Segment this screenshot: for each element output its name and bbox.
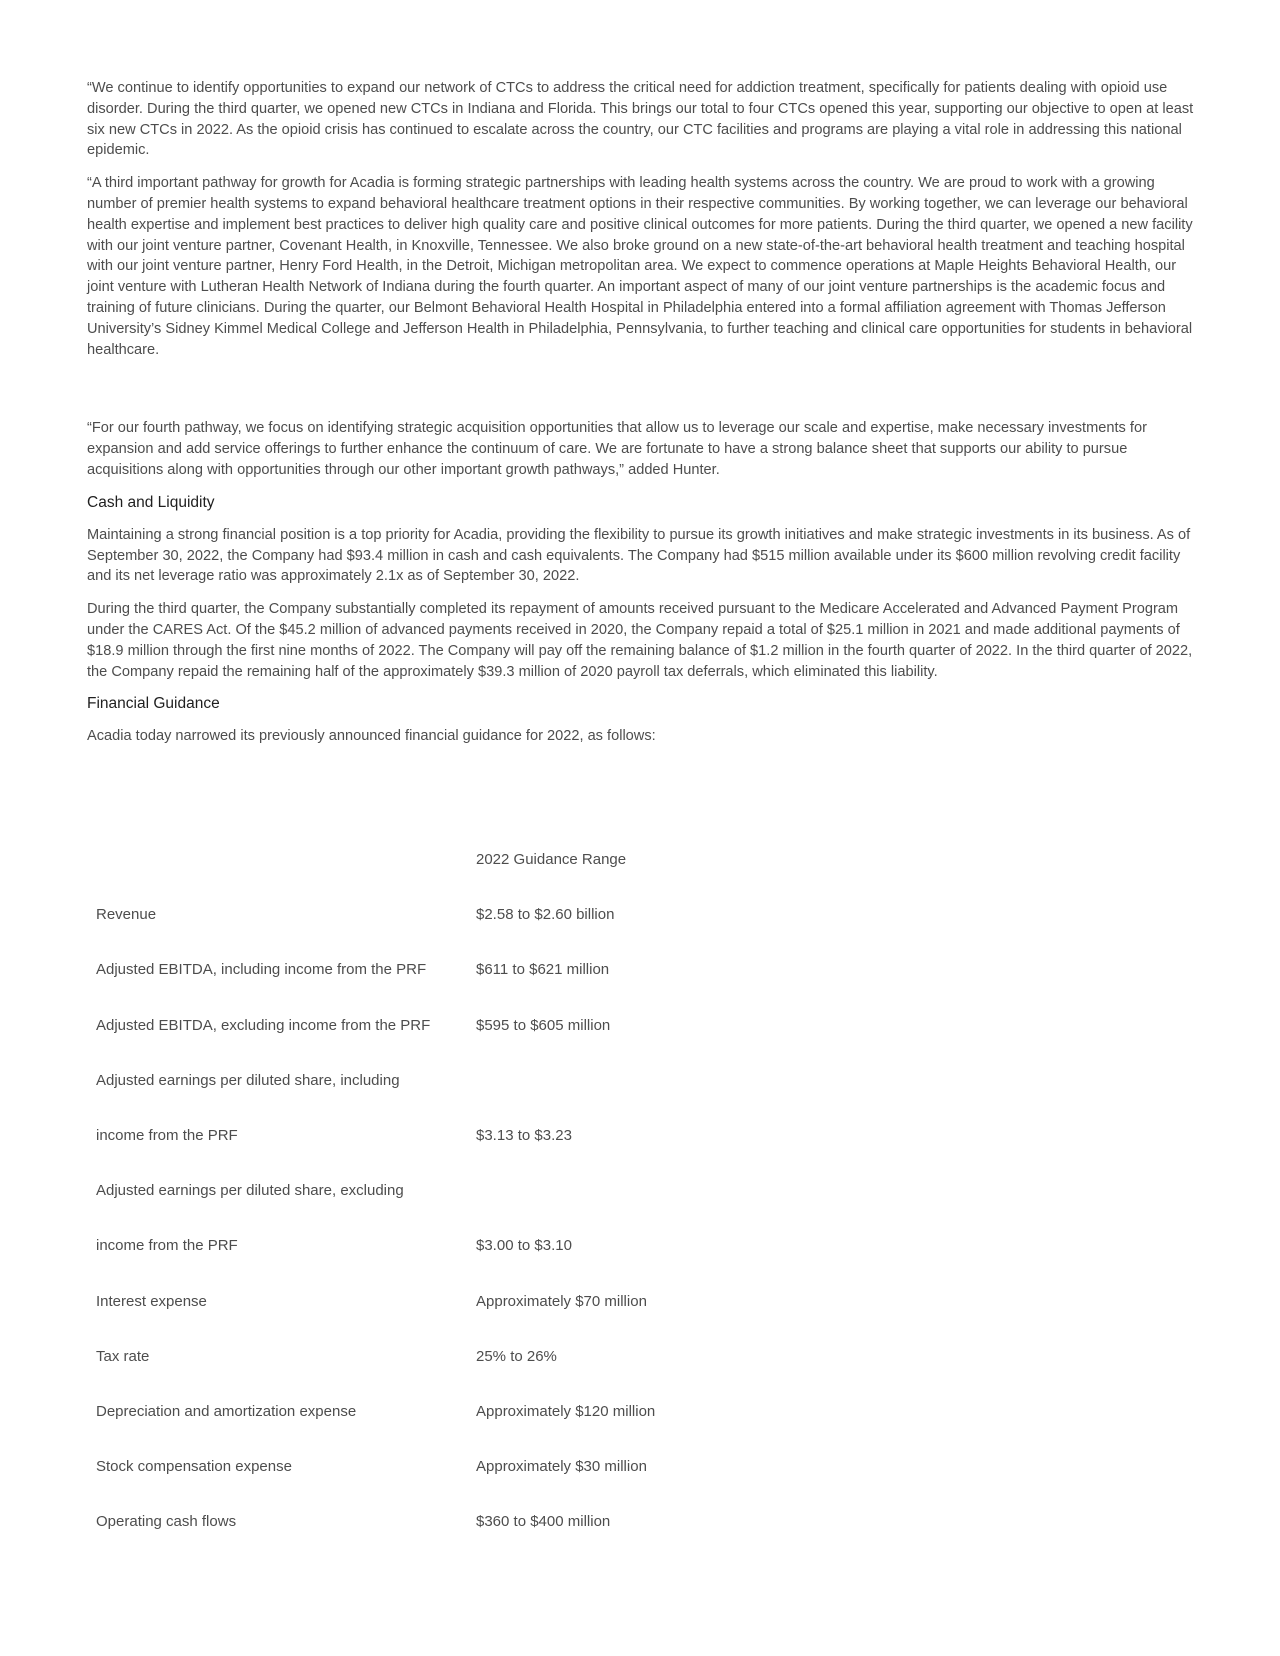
row-value: Approximately $120 million	[476, 1402, 656, 1420]
row-value	[476, 1163, 787, 1218]
table-row	[87, 1108, 787, 1163]
row-label: Tax rate	[96, 1347, 150, 1365]
table-row	[87, 998, 787, 1053]
paragraph-guidance-intro: Acadia today narrowed its previously announced financial guidance for 2022, as follows:	[87, 728, 656, 745]
section-heading-cash-liquidity: Cash and Liquidity	[87, 493, 215, 511]
table-column-header: 2022 Guidance Range	[476, 851, 627, 869]
document-body	[87, 78, 1197, 759]
table-row	[87, 1439, 787, 1494]
table-row	[87, 1274, 787, 1329]
row-value	[476, 1053, 787, 1108]
row-value: $611 to $621 million	[476, 961, 610, 979]
row-value: $3.13 to $3.23	[476, 1127, 572, 1145]
paragraph-financial-position: Maintaining a strong financial position is a top priority for Acadia, providing the flexibility to pursue its growth initiatives and make strategic investments in its business. As of September 30, 2022, the Company had $93.4 million in cash and cash equivalents. The Company had $515 million available under its $600 million revolving credit facility and its net leverage ratio was approximately 2.1x as of September 30, 2022.	[87, 526, 1191, 585]
row-value: $360 to $400 million	[476, 1513, 611, 1531]
row-label: Adjusted earnings per diluted share, excluding	[96, 1182, 404, 1200]
row-label: income from the PRF	[96, 1237, 238, 1255]
guidance-table	[87, 832, 787, 1549]
table-row	[87, 1053, 787, 1108]
row-label: Interest expense	[96, 1292, 207, 1310]
row-value: $595 to $605 million	[476, 1016, 611, 1034]
paragraph-cares-repayment: During the third quarter, the Company substantially completed its repayment of amounts received pursuant to the Medicare Accelerated and Advanced Payment Program under the CARES Act. Of the $45.2 million of advanced payments received in 2020, the Company repaid a total of $25.1 million in 2021 and made additional payments of $18.9 million through the first nine months of 2022. The Company will pay off the remaining balance of $1.2 million in the fourth quarter of 2022. In the third quarter of 2022, the Company repaid the remaining half of the approximately $39.3 million of 2020 payroll tax deferrals, which eliminated this liability.	[87, 601, 1193, 680]
row-label: income from the PRF	[96, 1127, 238, 1145]
row-value: Approximately $30 million	[476, 1458, 647, 1476]
row-label: Stock compensation expense	[96, 1458, 292, 1476]
row-value: $2.58 to $2.60 billion	[476, 906, 615, 924]
table-row	[87, 1494, 787, 1549]
table-row	[87, 942, 787, 997]
row-label: Adjusted EBITDA, excluding income from the PRF	[96, 1016, 431, 1034]
table-row	[87, 1329, 787, 1384]
table-row	[87, 1384, 787, 1439]
paragraph-strategic-partnerships: “A third important pathway for growth for Acadia is forming strategic partnerships with leading health systems across the country. We are proud to work with a growing number of premier health systems to expand behavioral healthcare treatment options in their respective communities. By working together, we can leverage our behavioral health expertise and implement best practices to deliver high quality care and positive clinical outcomes for more patients. During the third quarter, we opened a new facility with our joint venture partner, Covenant Health, in Knoxville, Tennessee. We also broke ground on a new state-of-the-art behavioral health treatment and teaching hospital with our joint venture partner, Henry Ford Health, in the Detroit, Michigan metropolitan area. We expect to commence operations at Maple Heights Behavioral Health, our joint venture with Lutheran Health Network of Indiana during the fourth quarter. An important aspect of many of our joint venture partnerships is the academic focus and training of future clinicians. During the quarter, our Belmont Behavioral Health Hospital in Philadelphia entered into a formal affiliation agreement with Thomas Jefferson University’s Sidney Kimmel Medical College and Jefferson Health in Philadelphia, Pennsylvania, to further teaching and clinical care opportunities for students in behavioral healthcare.	[87, 175, 1193, 358]
section-heading-financial-guidance: Financial Guidance	[87, 695, 220, 713]
row-value: 25% to 26%	[476, 1347, 557, 1365]
table-header-row	[87, 832, 787, 887]
row-label: Adjusted EBITDA, including income from the PRF	[96, 961, 427, 979]
row-value: $3.00 to $3.10	[476, 1237, 572, 1255]
row-value: Approximately $70 million	[476, 1292, 647, 1310]
row-label: Revenue	[96, 906, 157, 924]
table-row	[87, 1218, 787, 1273]
table-row	[87, 887, 787, 942]
row-label: Depreciation and amortization expense	[96, 1402, 357, 1420]
paragraph-ctc-expansion: “We continue to identify opportunities to expand our network of CTCs to address the critical need for addiction treatment, specifically for patients dealing with opioid use disorder. During the third quarter, we opened new CTCs in Indiana and Florida. This brings our total to four CTCs opened this year, supporting our objective to open at least six new CTCs in 2022. As the opioid crisis has continued to escalate across the country, our CTC facilities and programs are playing a vital role in addressing this national epidemic.	[87, 80, 1194, 159]
paragraph-acquisitions: “For our fourth pathway, we focus on identifying strategic acquisition opportunities that allow us to leverage our scale and expertise, make necessary investments for expansion and add service offerings to further enhance the continuum of care. We are fortunate to have a strong balance sheet that supports our ability to pursue acquisitions along with opportunities through our other important growth pathways,” added Hunter.	[87, 420, 1147, 478]
row-label: Operating cash flows	[96, 1513, 237, 1531]
table-header-empty-cell	[87, 832, 476, 887]
paragraph-spacer	[87, 372, 1197, 418]
row-label: Adjusted earnings per diluted share, including	[96, 1071, 400, 1089]
table-row	[87, 1163, 787, 1218]
